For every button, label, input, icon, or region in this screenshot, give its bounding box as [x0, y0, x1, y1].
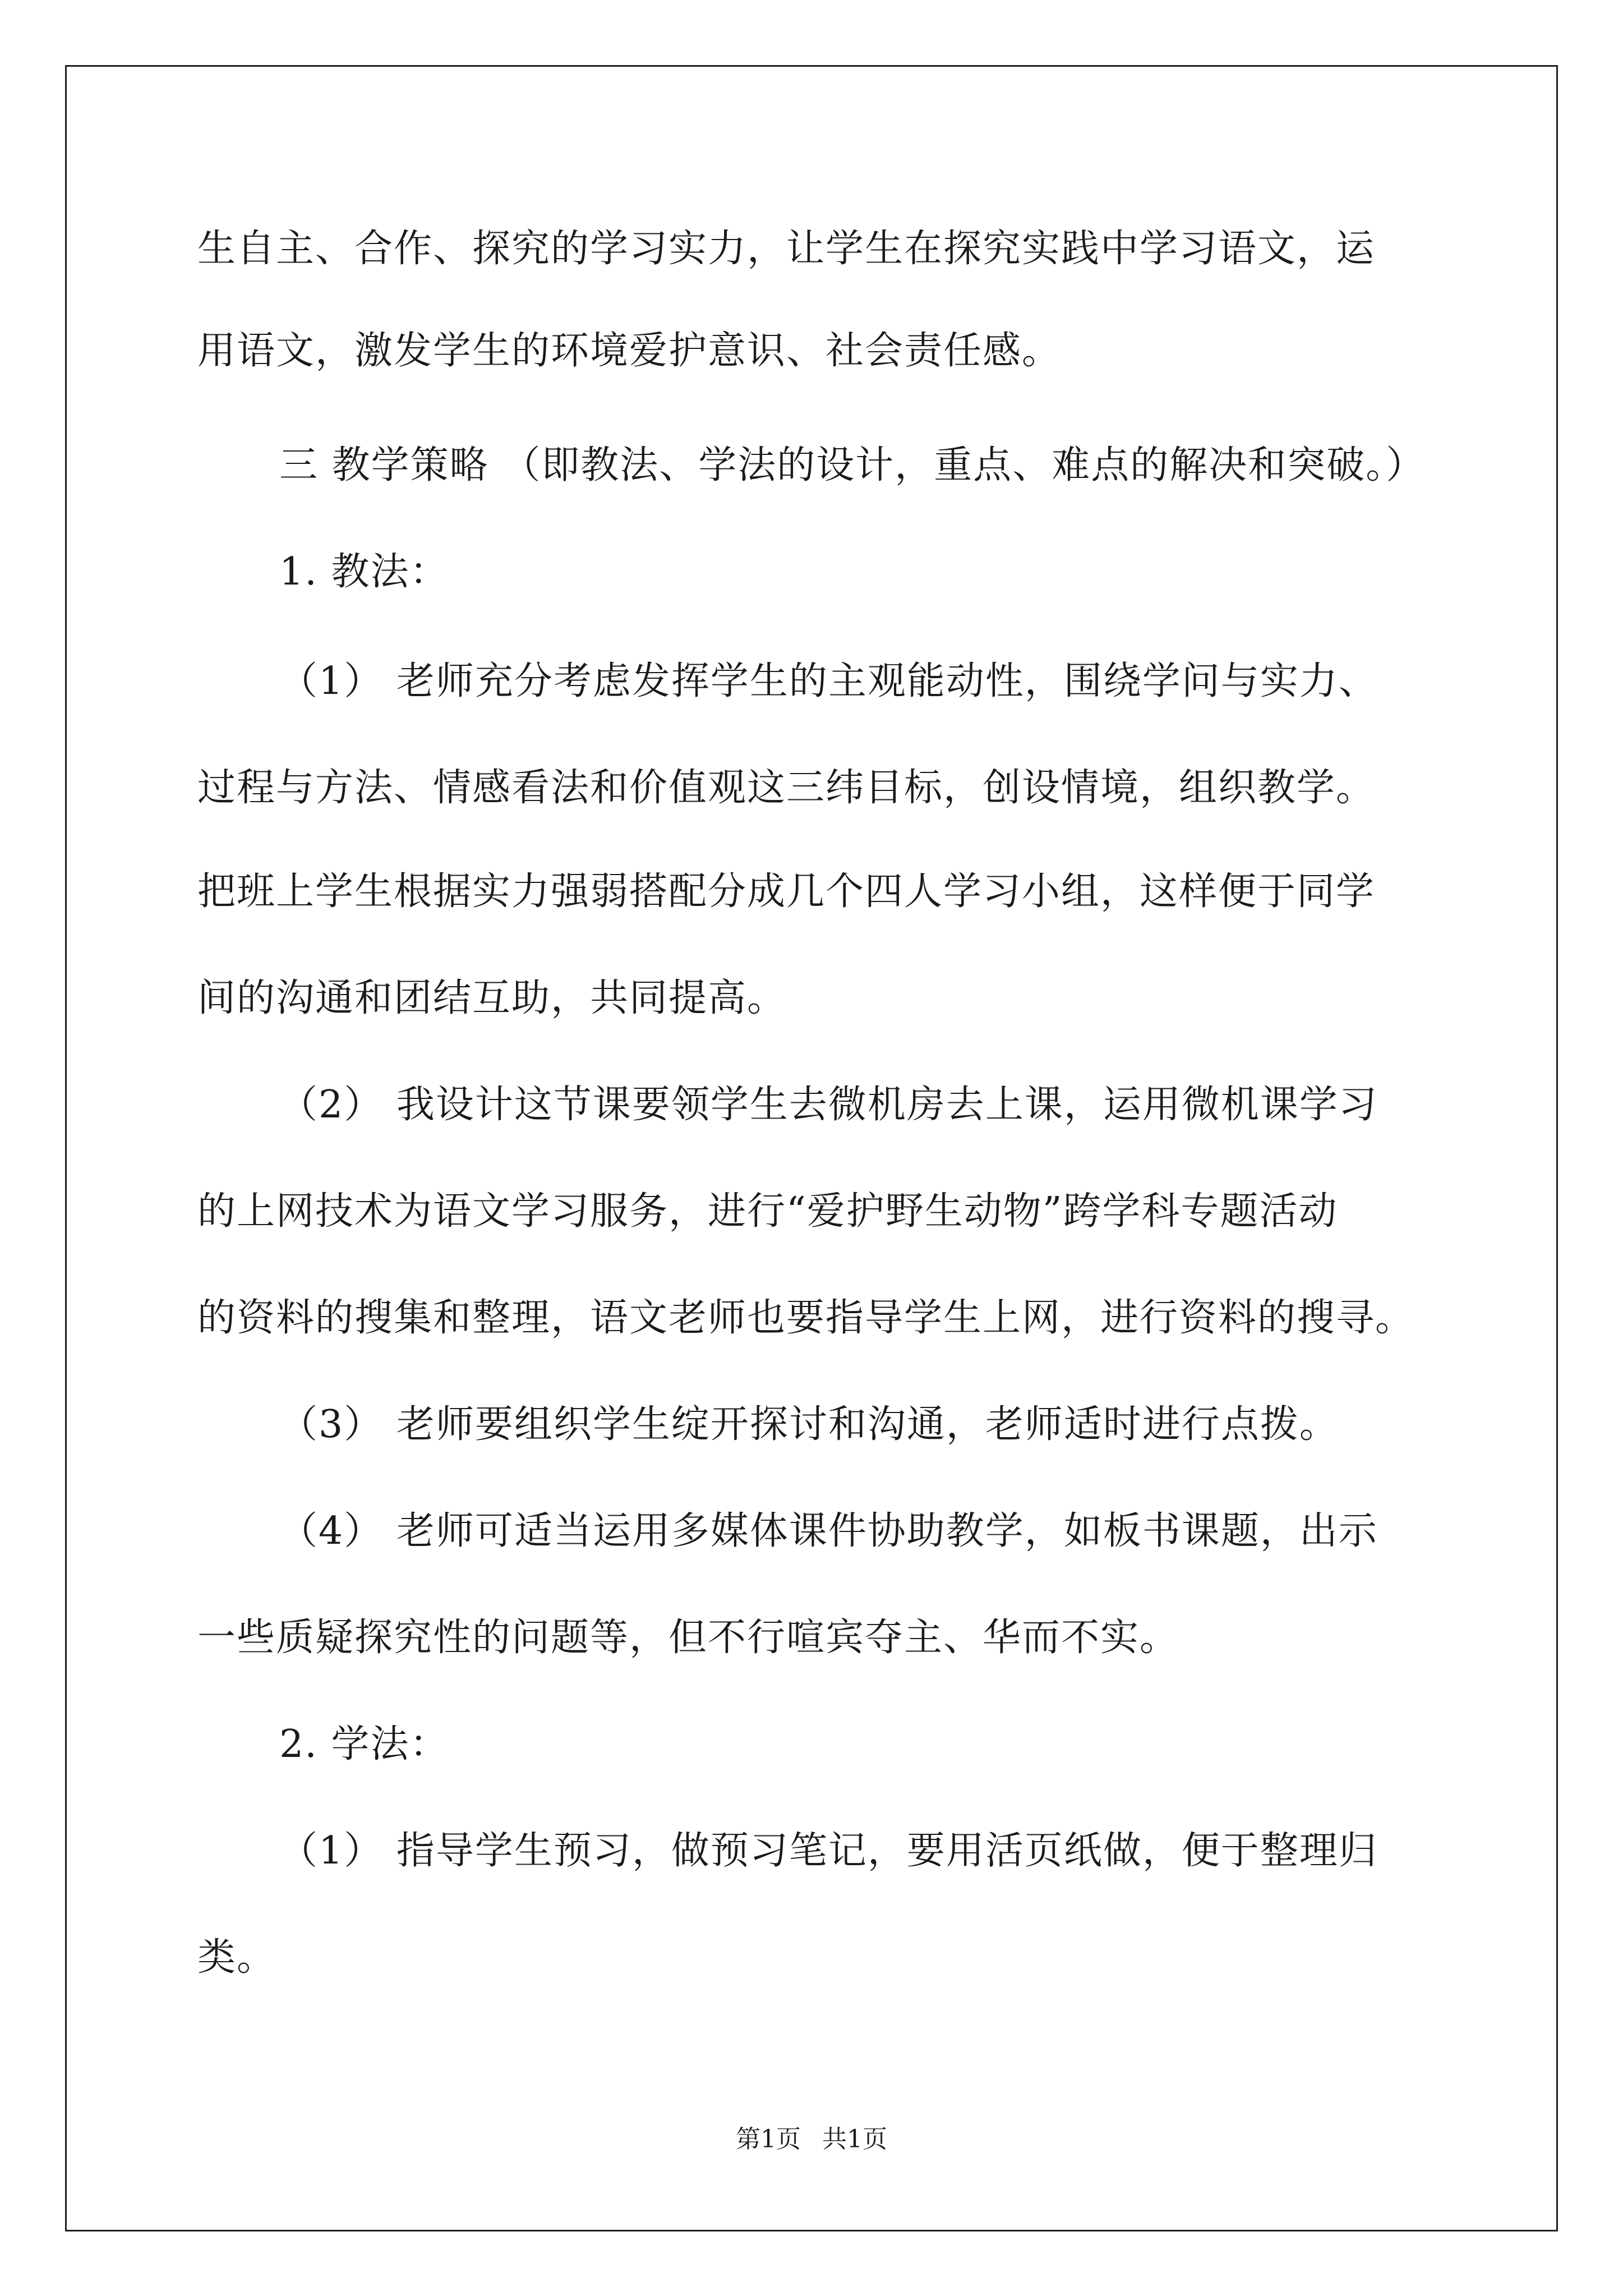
body-line-16: （1） 指导学生预习，做预习笔记，要用活页纸做，便于整理归 — [279, 1829, 1378, 1873]
body-line-11: 的资料的搜集和整理，语文老师也要指导学生上网，进行资料的搜寻。 — [197, 1296, 1415, 1340]
subheading-learning-method: 2. 学法： — [279, 1722, 449, 1766]
page-total: 共1页 — [822, 2125, 887, 2154]
subheading-teaching-method: 1. 教法： — [279, 550, 449, 594]
body-line-17: 类。 — [197, 1935, 276, 1980]
body-line-2: 用语文，激发学生的环境爱护意识、社会责任感。 — [197, 329, 1062, 373]
body-line-10: 的上网技术为语文学习服务，进行“爱护野生动物”跨学科专题活动 — [197, 1189, 1338, 1234]
body-line-7: 把班上学生根据实力强弱搭配分成几个四人学习小组，这样便于同学 — [197, 869, 1376, 914]
body-line-14: 一些质疑探究性的问题等，但不行喧宾夺主、华而不实。 — [197, 1616, 1179, 1660]
body-line-1: 生自主、合作、探究的学习实力，让学生在探究实践中学习语文，运 — [197, 227, 1376, 271]
body-line-5: （1） 老师充分考虑发挥学生的主观能动性，围绕学问与实力、 — [279, 659, 1378, 703]
body-line-9: （2） 我设计这节课要领学生去微机房去上课，运用微机课学习 — [279, 1083, 1378, 1127]
body-line-8: 间的沟通和团结互助，共同提高。 — [197, 976, 787, 1020]
page-footer — [0, 2123, 1623, 2156]
body-line-12: （3） 老师要组织学生绽开探讨和沟通，老师适时进行点拨。 — [279, 1402, 1339, 1447]
body-line-13: （4） 老师可适当运用多媒体课件协助教学，如板书课题，出示 — [279, 1509, 1378, 1553]
body-line-6: 过程与方法、情感看法和价值观这三纬目标，创设情境，组织教学。 — [197, 766, 1376, 810]
page-number: 第1页 — [736, 2125, 801, 2154]
page-border — [65, 65, 1558, 2231]
section-heading-strategy: 三 教学策略 （即教法、学法的设计，重点、难点的解决和突破。） — [279, 443, 1426, 487]
